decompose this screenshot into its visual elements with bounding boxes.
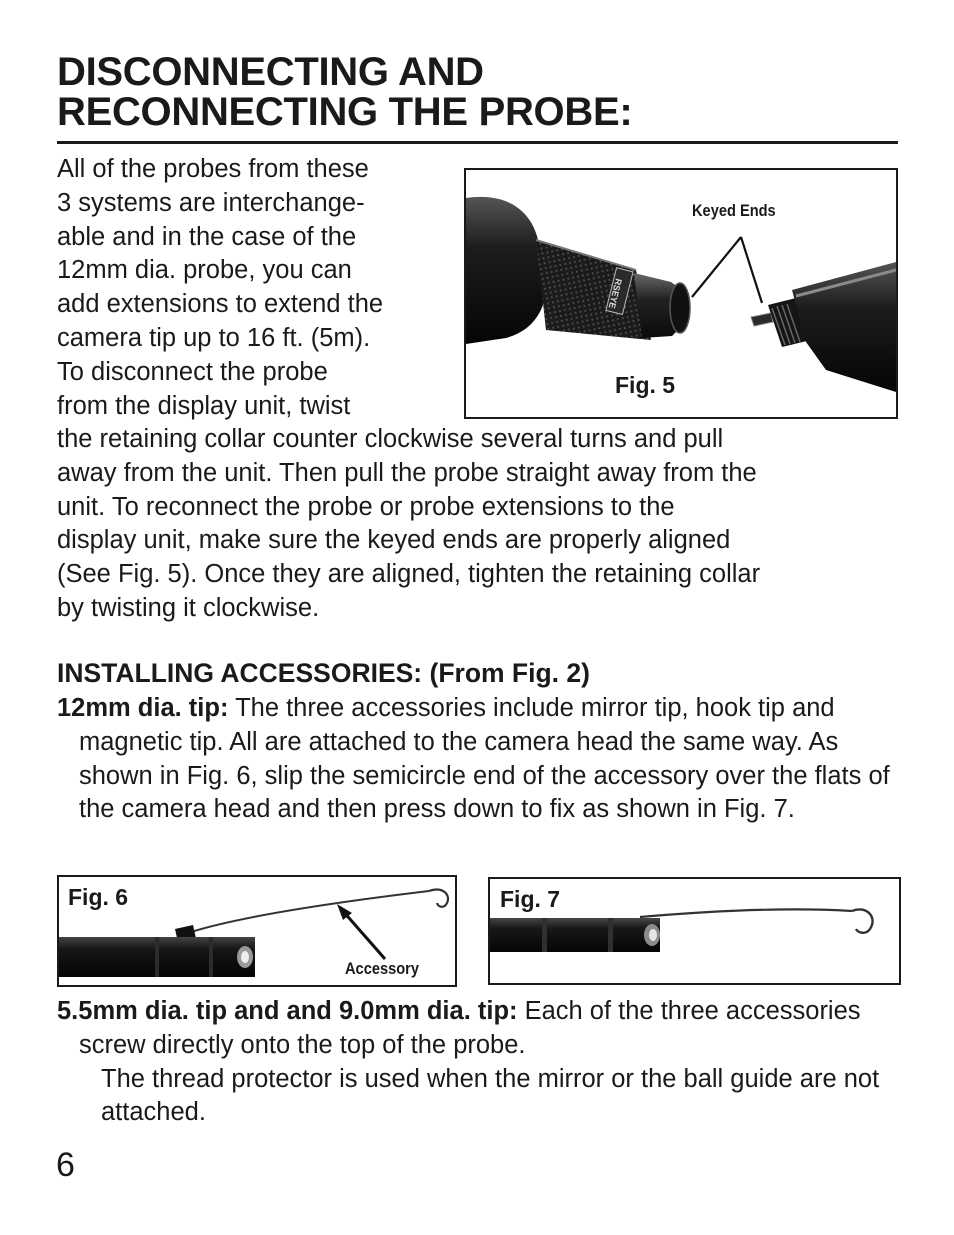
tip-5-5mm-label: 5.5mm dia. tip and and 9.0mm dia. tip: bbox=[57, 997, 518, 1025]
tip-5-5mm-paragraph bbox=[57, 995, 899, 1130]
figure-7-label: Fig. 7 bbox=[500, 886, 561, 912]
callout-line bbox=[692, 237, 741, 297]
figure-5-photo bbox=[466, 170, 896, 417]
thread-protector-text: The thread protector is used when the mirror or the ball guide are not attached. bbox=[101, 1064, 880, 1127]
collar-text: RSEYE bbox=[606, 277, 624, 310]
callout-arrow bbox=[342, 910, 385, 959]
tip-12mm-label: 12mm dia. tip: bbox=[57, 694, 229, 722]
figure-6 bbox=[57, 875, 457, 987]
intro-line: able and in the case of the bbox=[57, 222, 357, 251]
intro-paragraph bbox=[57, 153, 477, 423]
main-line: display unit, make sure the keyed ends are properly aligned bbox=[57, 526, 731, 555]
main-line: away from the unit. Then pull the probe straight away from the bbox=[57, 458, 757, 487]
main-line: by twisting it clockwise. bbox=[57, 593, 320, 622]
intro-line: 12mm dia. probe, you can bbox=[57, 256, 352, 285]
intro-line: from the display unit, twist bbox=[57, 391, 351, 420]
intro-line: camera tip up to 16 ft. (5m). bbox=[57, 323, 371, 352]
main-line: unit. To reconnect the probe or probe extensions to the bbox=[57, 492, 675, 521]
figure-5 bbox=[464, 168, 898, 419]
tip-12mm-text: The three accessories include mirror tip, hook tip and magnetic tip. All are attached to the camera head the same way. As shown in Fig. 6, slip the semicircle end of the accessory over the flats of the camera head and then press down to fix as shown in Fig. 7. bbox=[79, 694, 890, 824]
title-rule bbox=[57, 141, 898, 144]
page-title-line-1: DISCONNECTING AND bbox=[57, 50, 484, 94]
main-paragraph bbox=[57, 423, 897, 626]
page-number: 6 bbox=[56, 1146, 75, 1184]
tip-12mm-paragraph bbox=[57, 692, 899, 827]
intro-line: To disconnect the probe bbox=[57, 357, 328, 386]
page-title-line-2: RECONNECTING THE PROBE: bbox=[57, 90, 633, 134]
section-title: INSTALLING ACCESSORIES: (From Fig. 2) bbox=[57, 658, 590, 688]
intro-line: 3 systems are interchange- bbox=[57, 188, 365, 217]
main-line: (See Fig. 5). Once they are aligned, tighten the retaining collar bbox=[57, 560, 761, 589]
tip-5-5mm-text: Each of the three accessories screw directly onto the top of the probe. bbox=[79, 997, 861, 1059]
main-line: the retaining collar counter clockwise several turns and pull bbox=[57, 425, 724, 453]
keyed-ends-callout: Keyed Ends bbox=[692, 201, 776, 220]
callout-line bbox=[741, 237, 762, 303]
figure-7 bbox=[488, 877, 901, 985]
intro-line: All of the probes from these bbox=[57, 155, 369, 183]
intro-line: add extensions to extend the bbox=[57, 290, 384, 319]
figure-5-label: Fig. 5 bbox=[615, 372, 676, 398]
accessory-callout: Accessory bbox=[345, 959, 419, 978]
figure-6-label: Fig. 6 bbox=[68, 884, 129, 910]
page-title bbox=[57, 52, 897, 132]
